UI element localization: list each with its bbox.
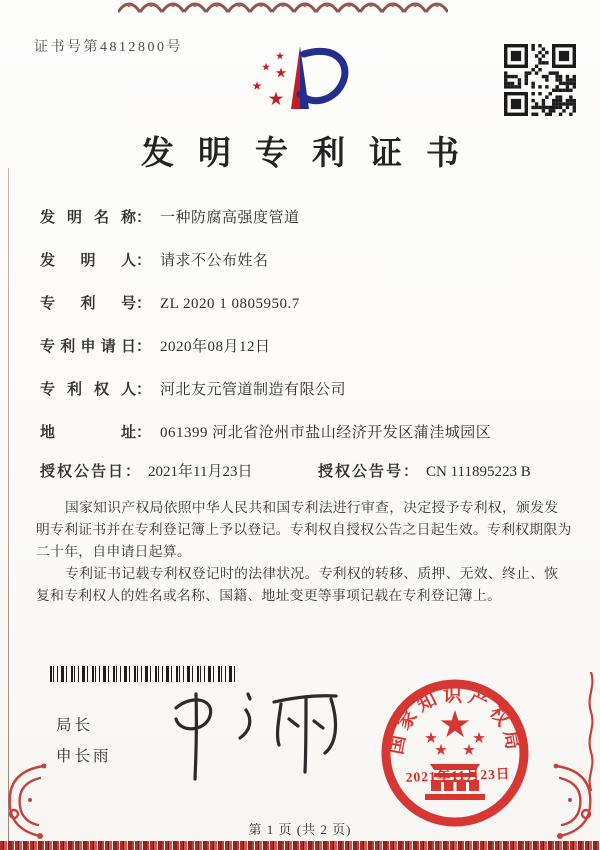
field-label: 专利权人 <box>40 382 136 398</box>
corner-ornament-left <box>0 762 48 844</box>
field-value: 2020年08月12日 <box>160 339 271 355</box>
seal-ring-text: 国家知识产权局 <box>385 684 525 757</box>
legal-paragraph-1: 国家知识产权局依照中华人民共和国专利法进行审查，决定授予专利权，颁发发明专利证书并在专利登记簿上予以登记。专利权自授权公告之日起生效。专利权期限为二十年，自申请日起算。 <box>36 500 572 560</box>
field-value: 061399 河北省沧州市盐山经济开发区蒲洼城园区 <box>160 425 492 441</box>
director-title: 局长 <box>56 717 94 734</box>
field-label: 专利申请日 <box>40 339 136 355</box>
field-label: 授权公告号 <box>318 464 404 480</box>
field-label: 发明人 <box>40 253 136 269</box>
field-label: 地址 <box>40 425 136 441</box>
field-grant-number <box>318 460 531 481</box>
field-patentee <box>40 378 346 399</box>
field-grant-date <box>40 460 252 481</box>
field-patent-number <box>40 292 300 313</box>
colon: ： <box>136 382 152 398</box>
field-value: CN 111895223 B <box>426 464 531 480</box>
field-value: 河北友元管道制造有限公司 <box>160 382 347 398</box>
official-seal <box>374 672 536 834</box>
colon: ： <box>403 464 421 480</box>
director-block <box>56 710 112 772</box>
legal-paragraph-2: 专利证书记载专利权登记时的法律状况。专利权的转移、质押、无效、终止、恢复和专利权人的姓名或名称、国籍、地址变更等事项记载在专利登记簿上。 <box>36 566 559 604</box>
field-inventor <box>40 249 269 270</box>
certificate-number: 证书号第4812800号 <box>34 40 183 55</box>
colon: ： <box>136 339 152 355</box>
colon: ： <box>136 253 152 269</box>
seal-date: 2021年11月23日 <box>405 766 511 785</box>
top-border-ornament <box>118 0 448 13</box>
right-edge-ornament <box>583 672 599 792</box>
field-invention-name <box>40 206 300 227</box>
barcode <box>50 666 236 682</box>
field-value: 2021年11月23日 <box>148 464 253 480</box>
cnipa-logo-icon <box>238 36 360 118</box>
page-edge-line <box>8 168 9 850</box>
field-filing-date <box>40 335 271 356</box>
field-address <box>40 421 491 442</box>
qr-code <box>504 44 576 116</box>
bottom-border-fringe <box>0 841 600 850</box>
field-value: ZL 2020 1 0805950.7 <box>160 296 300 312</box>
colon: ： <box>125 464 143 480</box>
page-number: 第 1 页 (共 2 页) <box>248 822 352 837</box>
director-name: 申长雨 <box>56 748 112 765</box>
certificate-title: 发明专利证书 <box>141 136 483 172</box>
field-value: 一种防腐高强度管道 <box>160 210 300 226</box>
field-value: 请求不公布姓名 <box>160 253 269 269</box>
colon: ： <box>136 425 152 441</box>
colon: ： <box>136 210 152 226</box>
field-label: 授权公告日 <box>40 464 126 480</box>
director-signature <box>148 686 353 788</box>
colon: ： <box>136 296 152 312</box>
field-label: 专利号 <box>40 296 136 312</box>
legal-text-block <box>36 497 572 607</box>
field-label: 发明名称 <box>40 210 136 226</box>
